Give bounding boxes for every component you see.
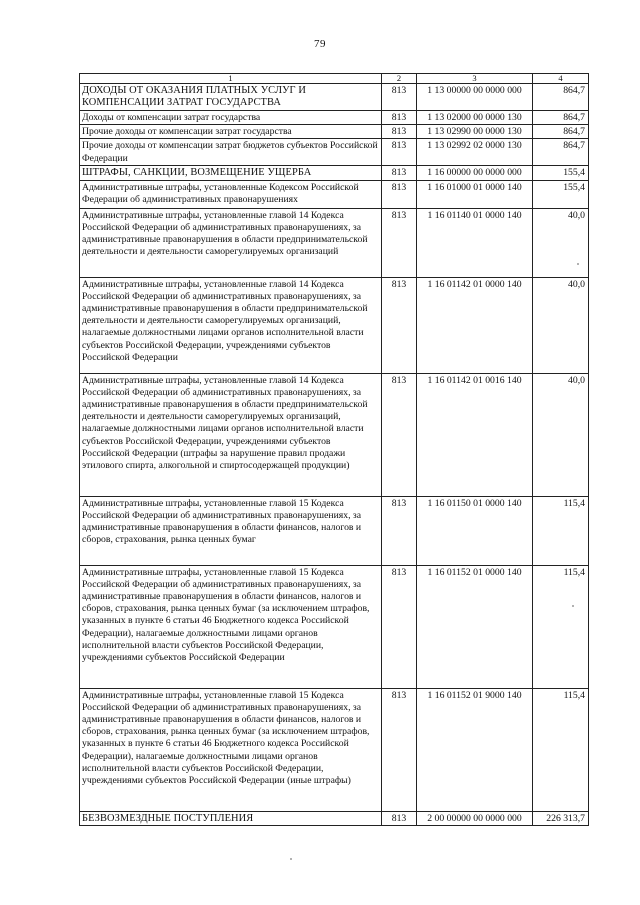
row-admin-code: 813 — [382, 166, 417, 180]
row-budget-code: 1 13 00000 00 0000 000 — [417, 84, 533, 111]
row-name: ШТРАФЫ, САНКЦИИ, ВОЗМЕЩЕНИЕ УЩЕРБА — [80, 166, 382, 180]
row-name: Административные штрафы, установленные главой 15 Кодекса Российской Федерации об административных правонарушениях, за административные правонарушения в области финансов, налогов и сборов, страхования, рынка ценных бумаг (за исключением штрафов, указанных в пункте 6 статьи 46 Бюджетного кодекса Российской Федерации), налагаемые должностными лицами органов исполнительной власти субъектов Российской Федерации, учреждениями субъектов Российской Федерации (иные штрафы) — [80, 688, 382, 811]
row-amount: 115,4 — [533, 688, 589, 811]
row-name: ДОХОДЫ ОТ ОКАЗАНИЯ ПЛАТНЫХ УСЛУГ И КОМПЕНСАЦИИ ЗАТРАТ ГОСУДАРСТВА — [80, 84, 382, 111]
row-admin-code: 813 — [382, 496, 417, 565]
table-row — [80, 111, 589, 125]
table-row — [80, 208, 589, 277]
row-admin-code: 813 — [382, 125, 417, 139]
table-row — [80, 565, 589, 688]
scan-speck — [572, 605, 574, 607]
table-row — [80, 139, 589, 166]
table-row — [80, 373, 589, 496]
table-row — [80, 166, 589, 180]
row-amount: 40,0 — [533, 373, 589, 496]
header-cell-amount: 4 — [533, 74, 589, 84]
row-amount: 155,4 — [533, 180, 589, 208]
row-name: Прочие доходы от компенсации затрат бюджетов субъектов Российской Федерации — [80, 139, 382, 166]
row-budget-code: 1 16 01140 01 0000 140 — [417, 208, 533, 277]
row-name: БЕЗВОЗМЕЗДНЫЕ ПОСТУПЛЕНИЯ — [80, 811, 382, 825]
row-amount: 40,0 — [533, 277, 589, 373]
row-budget-code: 1 13 02990 00 0000 130 — [417, 125, 533, 139]
row-budget-code: 1 13 02000 00 0000 130 — [417, 111, 533, 125]
row-name: Административные штрафы, установленные главой 14 Кодекса Российской Федерации об административных правонарушениях, за административные правонарушения в области предпринимательской деятельности и деятельности саморегулируемых организаций, налагаемые должностными лицами органов исполнительной власти субъектов Российской Федерации, учреждениями субъектов Российской Федерации — [80, 277, 382, 373]
table-row — [80, 277, 589, 373]
table-header-row — [80, 74, 589, 84]
row-amount: 864,7 — [533, 111, 589, 125]
row-name: Доходы от компенсации затрат государства — [80, 111, 382, 125]
row-name: Административные штрафы, установленные главой 15 Кодекса Российской Федерации об административных правонарушениях, за административные правонарушения в области финансов, налогов и сборов, страхования, рынка ценных бумаг — [80, 496, 382, 565]
table-row — [80, 180, 589, 208]
row-admin-code: 813 — [382, 565, 417, 688]
row-budget-code: 1 16 01142 01 0000 140 — [417, 277, 533, 373]
table-row — [80, 811, 589, 825]
row-admin-code: 813 — [382, 111, 417, 125]
row-amount: 115,4 — [533, 565, 589, 688]
row-amount: 155,4 — [533, 166, 589, 180]
page-number: 79 — [314, 38, 326, 50]
table-row — [80, 688, 589, 811]
revenue-table — [79, 73, 589, 826]
row-name: Прочие доходы от компенсации затрат государства — [80, 125, 382, 139]
row-amount: 115,4 — [533, 496, 589, 565]
row-amount: 226 313,7 — [533, 811, 589, 825]
row-budget-code: 1 16 01000 01 0000 140 — [417, 180, 533, 208]
table-row — [80, 125, 589, 139]
scan-speck — [577, 263, 579, 265]
row-amount: 40,0 — [533, 208, 589, 277]
row-budget-code: 1 16 01152 01 9000 140 — [417, 688, 533, 811]
row-budget-code: 2 00 00000 00 0000 000 — [417, 811, 533, 825]
row-admin-code: 813 — [382, 208, 417, 277]
row-amount: 864,7 — [533, 125, 589, 139]
row-amount: 864,7 — [533, 84, 589, 111]
row-budget-code: 1 16 01150 01 0000 140 — [417, 496, 533, 565]
row-budget-code: 1 16 01142 01 0016 140 — [417, 373, 533, 496]
row-admin-code: 813 — [382, 688, 417, 811]
row-admin-code: 813 — [382, 180, 417, 208]
row-name: Административные штрафы, установленные главой 14 Кодекса Российской Федерации об административных правонарушениях, за административные правонарушения в области предпринимательской деятельности и деятельности саморегулируемых организаций, налагаемые должностными лицами органов исполнительной власти субъектов Российской Федерации, учреждениями субъектов Российской Федерации (штрафы за нарушение правил продажи этилового спирта, алкогольной и спиртосодержащей продукции) — [80, 373, 382, 496]
header-cell-kbk: 3 — [417, 74, 533, 84]
row-admin-code: 813 — [382, 139, 417, 166]
row-admin-code: 813 — [382, 277, 417, 373]
row-budget-code: 1 13 02992 02 0000 130 — [417, 139, 533, 166]
header-cell-code: 2 — [382, 74, 417, 84]
row-amount: 864,7 — [533, 139, 589, 166]
row-name: Административные штрафы, установленные главой 14 Кодекса Российской Федерации об административных правонарушениях, за административные правонарушения в области предпринимательской деятельности и деятельности саморегулируемых организаций — [80, 208, 382, 277]
row-admin-code: 813 — [382, 373, 417, 496]
row-admin-code: 813 — [382, 811, 417, 825]
table-row — [80, 84, 589, 111]
row-budget-code: 1 16 01152 01 0000 140 — [417, 565, 533, 688]
row-name: Административные штрафы, установленные главой 15 Кодекса Российской Федерации об административных правонарушениях, за административные правонарушения в области финансов, налогов и сборов, страхования, рынка ценных бумаг (за исключением штрафов, указанных в пункте 6 статьи 46 Бюджетного кодекса Российской Федерации), налагаемые должностными лицами органов исполнительной власти субъектов Российской Федерации, учреждениями субъектов Российской Федерации — [80, 565, 382, 688]
table-row — [80, 496, 589, 565]
row-name: Административные штрафы, установленные Кодексом Российской Федерации об административных правонарушениях — [80, 180, 382, 208]
header-cell-name: 1 — [80, 74, 382, 84]
row-admin-code: 813 — [382, 84, 417, 111]
row-budget-code: 1 16 00000 00 0000 000 — [417, 166, 533, 180]
scan-speck — [290, 858, 292, 860]
